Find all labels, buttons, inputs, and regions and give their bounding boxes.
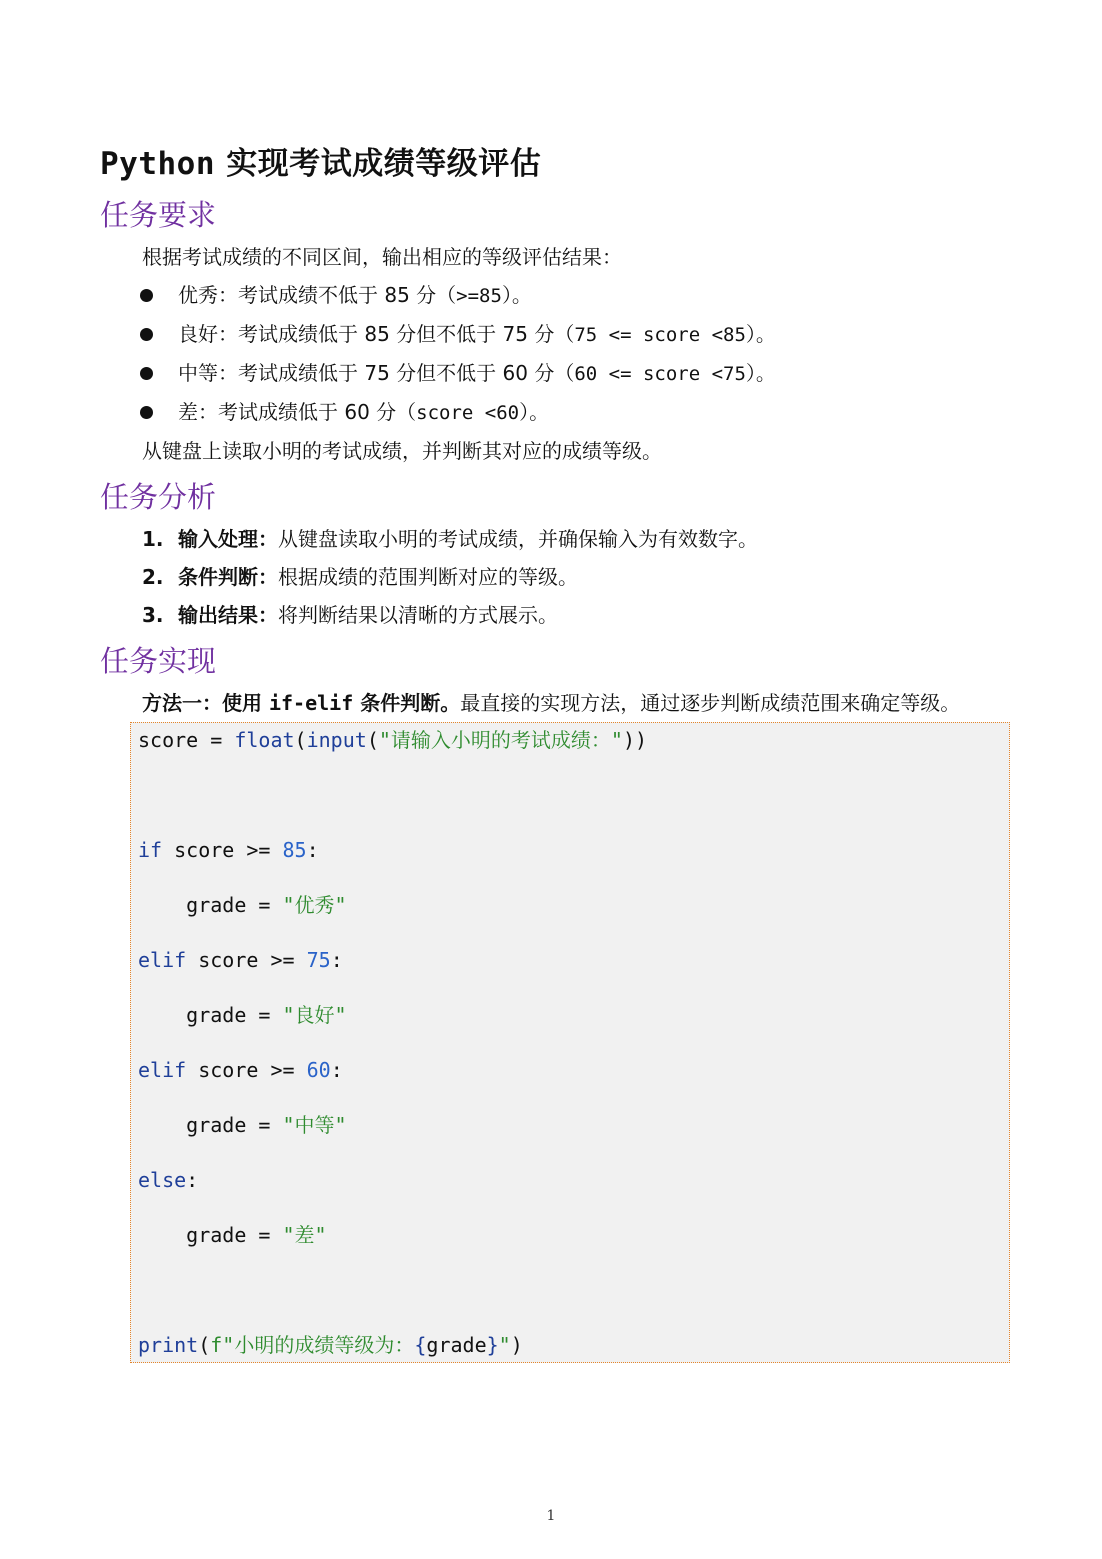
code-token: score >=	[186, 1058, 307, 1082]
list-term: 输出结果：	[178, 603, 278, 627]
code-line-5	[138, 947, 1002, 975]
code-token-string: f"小明的成绩等级为：	[210, 1333, 415, 1357]
code-line-10	[138, 1222, 1002, 1250]
bullet-dot-icon	[140, 406, 153, 419]
code-line-3	[138, 837, 1002, 865]
title-rest: 实现考试成绩等级评估	[214, 146, 542, 182]
section-heading-implementation: 任务实现	[100, 644, 217, 678]
bullet-item-excellent	[100, 276, 1010, 315]
code-token: grade	[426, 1333, 487, 1357]
list-term: 输入处理：	[178, 527, 278, 551]
requirements-bullet-list	[100, 276, 1010, 432]
code-token: (	[294, 728, 307, 752]
method-one-paragraph	[100, 684, 1010, 722]
code-token: ))	[622, 728, 648, 752]
code-token: :	[306, 838, 319, 862]
code-token-number: 60	[306, 1058, 331, 1082]
code-token: grade =	[138, 1223, 283, 1247]
bullet-text: 考试成绩低于 85 分但不低于 75 分（	[238, 322, 575, 346]
code-token-builtin: float	[234, 728, 295, 752]
code-token-string: "请输入小明的考试成绩："	[378, 728, 623, 752]
bullet-item-poor	[100, 393, 1010, 432]
code-token-string: "优秀"	[282, 893, 347, 917]
bullet-code: 60 <= score <75	[574, 363, 746, 385]
code-token-keyword: else	[138, 1168, 187, 1192]
code-token-string: "	[498, 1333, 511, 1357]
code-token: score >=	[186, 948, 307, 972]
code-line-4	[138, 892, 1002, 920]
analysis-item-output	[100, 596, 1010, 634]
code-token-keyword: elif	[138, 1058, 187, 1082]
code-line-7	[138, 1057, 1002, 1085]
code-token-keyword: if	[138, 838, 163, 862]
code-token: grade =	[138, 1003, 283, 1027]
code-token: (	[198, 1333, 211, 1357]
code-token-string: "差"	[282, 1223, 327, 1247]
bullet-tail: ）。	[519, 400, 550, 424]
code-line-6	[138, 1002, 1002, 1030]
analysis-item-condition	[100, 558, 1010, 596]
method-code: if-elif	[268, 691, 354, 715]
bullet-code: score <60	[416, 402, 520, 424]
code-token: grade =	[138, 1113, 283, 1137]
code-line-1	[138, 727, 1002, 755]
code-token: :	[186, 1168, 199, 1192]
requirements-outro: 从键盘上读取小明的考试成绩，并判断其对应的成绩等级。	[142, 439, 662, 463]
list-number: 3.	[142, 603, 164, 627]
list-term: 条件判断：	[178, 565, 278, 589]
bullet-tail: ）。	[501, 283, 532, 307]
page-number: 1	[546, 1508, 556, 1524]
list-text: 根据成绩的范围判断对应的等级。	[278, 565, 578, 589]
code-line-8	[138, 1112, 1002, 1140]
code-line-2	[138, 782, 1002, 810]
bullet-label: 良好：	[178, 322, 238, 346]
section-heading-analysis: 任务分析	[100, 480, 217, 514]
bullet-text: 考试成绩低于 60 分（	[218, 400, 417, 424]
section-heading-requirements: 任务要求	[100, 198, 217, 232]
bullet-label: 中等：	[178, 361, 238, 385]
bullet-tail: ）。	[745, 322, 776, 346]
code-token-brace: }	[486, 1333, 499, 1357]
bullet-code: 75 <= score <85	[574, 324, 746, 346]
code-token: :	[330, 1058, 343, 1082]
code-line-9	[138, 1167, 1002, 1195]
document-body	[100, 140, 1010, 1363]
analysis-item-input	[100, 520, 1010, 558]
code-token-string: "中等"	[282, 1113, 347, 1137]
code-token: (	[366, 728, 379, 752]
bullet-text: 考试成绩不低于 85 分（	[238, 283, 457, 307]
analysis-numbered-list	[100, 520, 1010, 634]
bullet-label: 优秀：	[178, 283, 238, 307]
code-block[interactable]	[130, 722, 1010, 1363]
list-number: 1.	[142, 527, 164, 551]
bullet-dot-icon	[140, 367, 153, 380]
code-token-builtin: input	[306, 728, 367, 752]
list-text: 从键盘读取小明的考试成绩，并确保输入为有效数字。	[278, 527, 758, 551]
method-label: 方法一：使用	[142, 691, 269, 715]
bullet-dot-icon	[140, 328, 153, 341]
code-token: score =	[138, 728, 235, 752]
code-token-number: 85	[282, 838, 307, 862]
list-text: 将判断结果以清晰的方式展示。	[278, 603, 558, 627]
code-line-11	[138, 1277, 1002, 1305]
bullet-tail: ）。	[745, 361, 776, 385]
method-label-tail: 条件判断。	[353, 691, 461, 715]
bullet-item-good	[100, 315, 1010, 354]
code-token-number: 75	[306, 948, 331, 972]
code-token: :	[330, 948, 343, 972]
code-line-12	[138, 1332, 1002, 1360]
bullet-code: >=85	[456, 285, 502, 307]
code-token-builtin: print	[138, 1333, 199, 1357]
bullet-label: 差：	[178, 400, 218, 424]
code-token-keyword: elif	[138, 948, 187, 972]
title-latin: Python	[100, 146, 215, 182]
code-token-brace: {	[414, 1333, 427, 1357]
code-token: score >=	[162, 838, 283, 862]
code-token: grade =	[138, 893, 283, 917]
bullet-item-medium	[100, 354, 1010, 393]
page-title	[100, 140, 1010, 188]
list-number: 2.	[142, 565, 164, 589]
bullet-text: 考试成绩低于 75 分但不低于 60 分（	[238, 361, 575, 385]
bullet-dot-icon	[140, 289, 153, 302]
requirements-intro: 根据考试成绩的不同区间，输出相应的等级评估结果：	[142, 245, 622, 269]
method-text: 最直接的实现方法，通过逐步判断成绩范围来确定等级。	[460, 691, 961, 715]
code-token: )	[510, 1333, 523, 1357]
code-token-string: "良好"	[282, 1003, 347, 1027]
